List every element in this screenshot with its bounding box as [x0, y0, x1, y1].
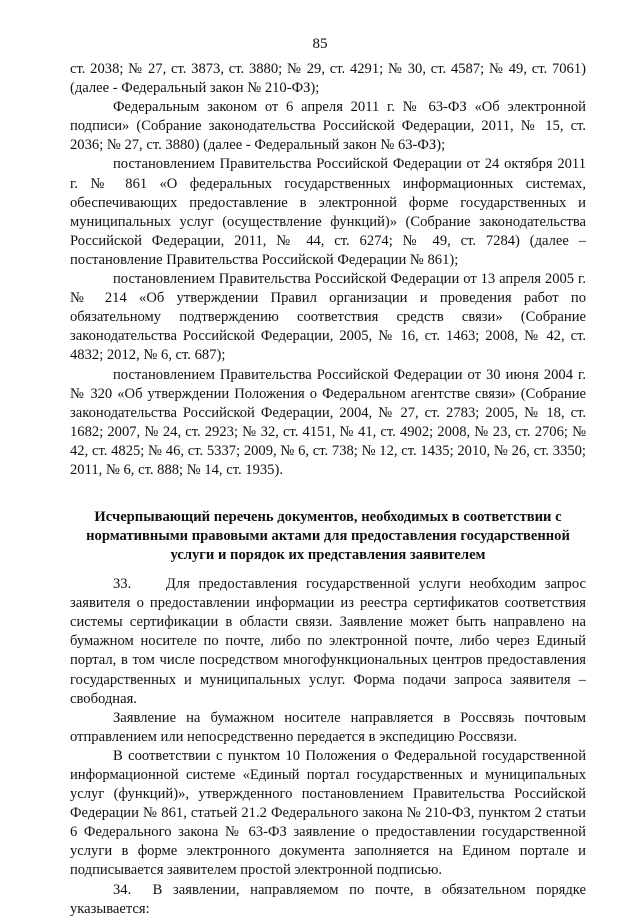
page-number: 85	[312, 36, 328, 52]
paragraph-paper-submission: Заявление на бумажном носителе направляется в Россвязь почтовым отправлением или непосредственно передается в экспедицию Россвязи.	[70, 709, 586, 745]
paragraph-resolution-214: постановлением Правительства Российской Федерации от 13 апреля 2005 г. № 214 «Об утверждении Правил организации и проведения работ по обязательному подтверждению соответствия средств связи» (Собрание законодательства Российской Федерации, 2005, № 16, ст. 1463; 2008, № 42, ст. 4832; 2012, № 6, ст. 687);	[70, 271, 586, 364]
paragraph-federal-law-63: Федеральным законом от 6 апреля 2011 г. № 63-ФЗ «Об электронной подписи» (Собрание законодательства Российской Федерации, 2011, № 15, ст. 2036; № 27, ст. 3880) (далее - Федеральный закон № 63-ФЗ);	[70, 99, 586, 154]
document-body	[70, 60, 586, 919]
paragraph-electronic-submission: В соответствии с пунктом 10 Положения о Федеральной государственной информационной системе «Единый портал государственных и муниципальных услуг (функций)», утвержденного постановлением Правительства Российской Федерации № 861, статьей 21.2 Федерального закона № 210-ФЗ, пунктом 2 статьи 6 Федерального закона № 63-ФЗ заявление о предоставлении государственной услуги в форме электронного документа заполняется на Едином портале и подписывается заявителем простой электронной подписью.	[70, 747, 586, 879]
paragraph-item-34: 34. В заявлении, направляемом по почте, в обязательном порядке указывается:	[70, 881, 586, 917]
section-heading: Исчерпывающий перечень документов, необходимых в соответствии с нормативными правовыми актами для предоставления государственной услуги и порядок их представления заявителем	[86, 509, 570, 564]
paragraph-resolution-320: постановлением Правительства Российской Федерации от 30 июня 2004 г. № 320 «Об утверждении Положения о Федеральном агентстве связи» (Собрание законодательства Российской Федерации, 2004, № 27, ст. 2783; 2005, № 18, ст. 1682; 2007, № 24, ст. 2923; № 32, ст. 4151, № 41, ст. 4902; 2008, № 23, ст. 2706; № 42, ст. 4825; № 46, ст. 5337; 2009, № 6, ст. 738; № 12, ст. 1435; 2010, № 26, ст. 3350; 2011, № 6, ст. 888; № 14, ст. 1935).	[70, 366, 586, 478]
paragraph-item-33: 33. Для предоставления государственной услуги необходим запрос заявителя о предоставлении информации из реестра сертификатов соответствия системы сертификации в области связи. Заявление может быть направлено на бумажном носителе по почте, либо по электронной почте, либо через Единый портал, в том числе посредством многофункциональных центров предоставления государственных и муниципальных услуг. Форма подачи запроса заявителя – свободная.	[70, 576, 586, 707]
paragraph-continuation: ст. 2038; № 27, ст. 3873, ст. 3880; № 29, ст. 4291; № 30, ст. 4587; № 49, ст. 7061) (далее - Федеральный закон № 210-ФЗ);	[70, 61, 586, 97]
paragraph-resolution-861: постановлением Правительства Российской Федерации от 24 октября 2011 г. № 861 «О федеральных государственных информационных системах, обеспечивающих предоставление в электронной форме государственных и муниципальных услуг (осуществление функций)» (Собрание законодательства Российской Федерации, 2011, № 44, ст. 6274; № 49, ст. 7284) (далее – постановление Правительства Российской Федерации № 861);	[70, 156, 586, 268]
